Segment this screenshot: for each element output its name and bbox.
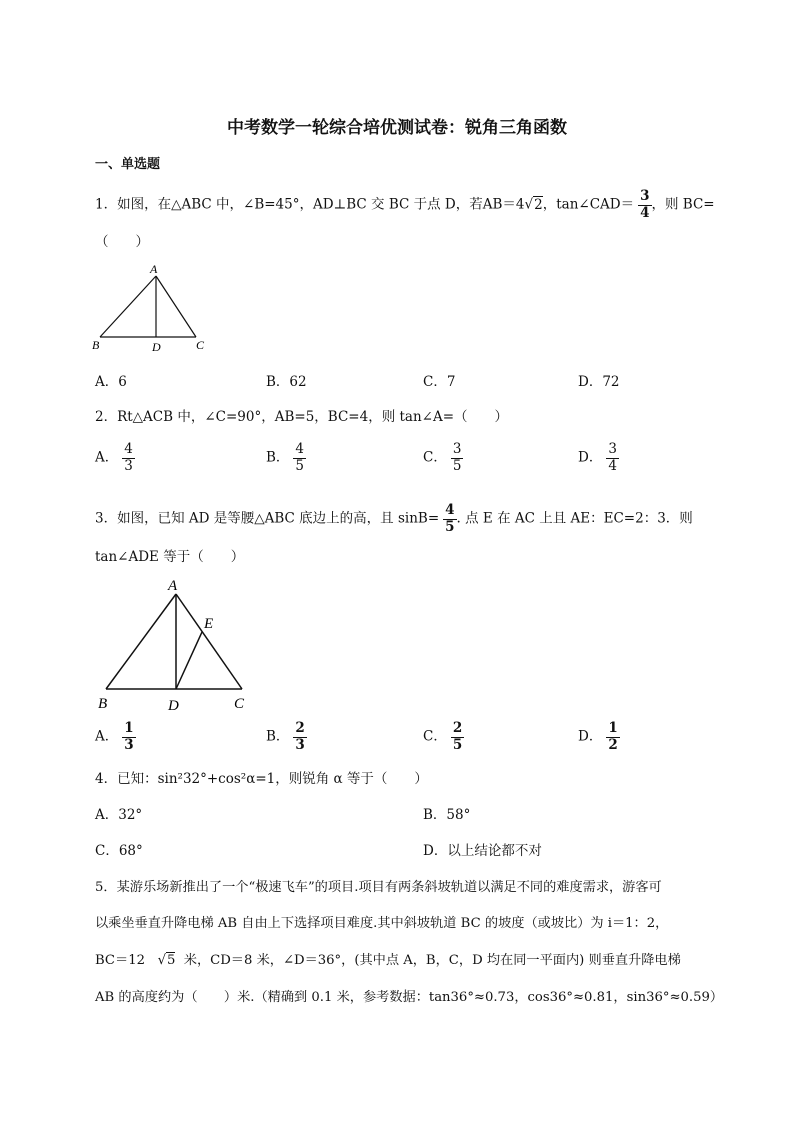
q2-option-a[interactable]: A． $\frac{4}{3}$	[95, 441, 133, 474]
q1-label-a: A	[150, 262, 158, 276]
q1-option-d[interactable]: D．72	[578, 374, 620, 390]
q5-line-1: 5．某游乐场新推出了一个“极速飞车”的项目.项目有两条斜坡轨道以满足不同的难度需求，游客可	[95, 880, 662, 895]
q3-fraction: $\frac{4}{5}$	[445, 502, 455, 535]
q3-option-a[interactable]: A． $\frac{1}{3}$	[95, 720, 134, 753]
q5-line-3: BC＝12 √5 米，CD＝8 米，∠D＝36°，(其中点 A，B，C，D 均在同一平面内) 则垂直升降电梯	[95, 953, 681, 968]
section-heading: 一、单选题	[95, 157, 161, 172]
q2-stem: 2．Rt△ACB 中，∠C=90°，AB=5，BC=4，则 tan∠A=（ ）	[95, 409, 509, 425]
q4-stem: 4．已知：sin²32°+cos²α=1，则锐角 α 等于（ ）	[95, 771, 428, 787]
q5-sqrt: √5	[157, 953, 176, 968]
q3-label-e: E	[204, 616, 214, 632]
q1-option-b[interactable]: B．62	[266, 374, 307, 390]
q4-option-d[interactable]: D．以上结论都不对	[423, 843, 542, 859]
q3-stem-line2: tan∠ADE 等于（ ）	[95, 549, 245, 565]
q1-fraction: $\frac{3}{4}$	[640, 188, 650, 221]
q1-text-c: ，则 BC=	[651, 196, 715, 213]
q3-label-d: D	[168, 698, 179, 714]
q3-stem: 3．如图，已知 AD 是等腰△ABC 底边上的高，且 sinB= $\frac{4}{5}$ . 点 E 在 AC 上且 AE：EC=2：3．则	[95, 502, 693, 535]
q3-label-a: A	[168, 578, 178, 594]
q5-line-2: 以乘坐垂直升降电梯 AB 自由上下选择项目难度.其中斜坡轨道 BC 的坡度（或坡比）为 i＝1：2，	[95, 916, 669, 931]
q3-option-b[interactable]: B． $\frac{2}{3}$	[266, 720, 305, 753]
q2-option-c[interactable]: C． $\frac{3}{5}$	[423, 441, 462, 474]
q4-option-a[interactable]: A．32°	[95, 807, 143, 823]
q3-label-b: B	[98, 696, 108, 712]
q1-stem	[95, 190, 715, 220]
q1-label-d: D	[152, 340, 161, 354]
q3-option-d[interactable]: D． $\frac{1}{2}$	[578, 720, 618, 753]
page-title: 中考数学一轮综合培优测试卷：锐角三角函数	[227, 118, 567, 138]
q3-option-c[interactable]: C． $\frac{2}{5}$	[423, 720, 463, 753]
q2-option-d[interactable]: D． $\frac{3}{4}$	[578, 441, 617, 474]
q3-label-c: C	[234, 696, 245, 712]
q1-text-a: 1．如图，在△ABC 中，∠B=45°，AD⊥BC 交 BC 于点 D，若AB＝4	[95, 196, 525, 213]
q1-label-b: B	[92, 338, 100, 352]
q1-label-c: C	[196, 338, 205, 352]
q1-text-b: ，tan∠CAD＝	[542, 196, 635, 213]
q5-line-4: AB 的高度约为（ ）米.（精确到 0.1 米，参考数据：tan36°≈0.73，cos36°≈0.81，sin36°≈0.59）	[95, 990, 724, 1005]
q4-option-b[interactable]: B．58°	[423, 807, 471, 823]
q4-option-c[interactable]: C．68°	[95, 843, 143, 859]
q2-option-b[interactable]: B． $\frac{4}{5}$	[266, 441, 305, 474]
q1-option-a[interactable]: A．6	[95, 374, 127, 390]
q1-triangle-figure	[88, 262, 218, 354]
q1-sqrt: √2	[524, 196, 543, 213]
q1-option-c[interactable]: C．7	[423, 374, 456, 390]
q1-answer-paren: （ ）	[95, 234, 149, 250]
q3-triangle-figure	[92, 574, 262, 714]
